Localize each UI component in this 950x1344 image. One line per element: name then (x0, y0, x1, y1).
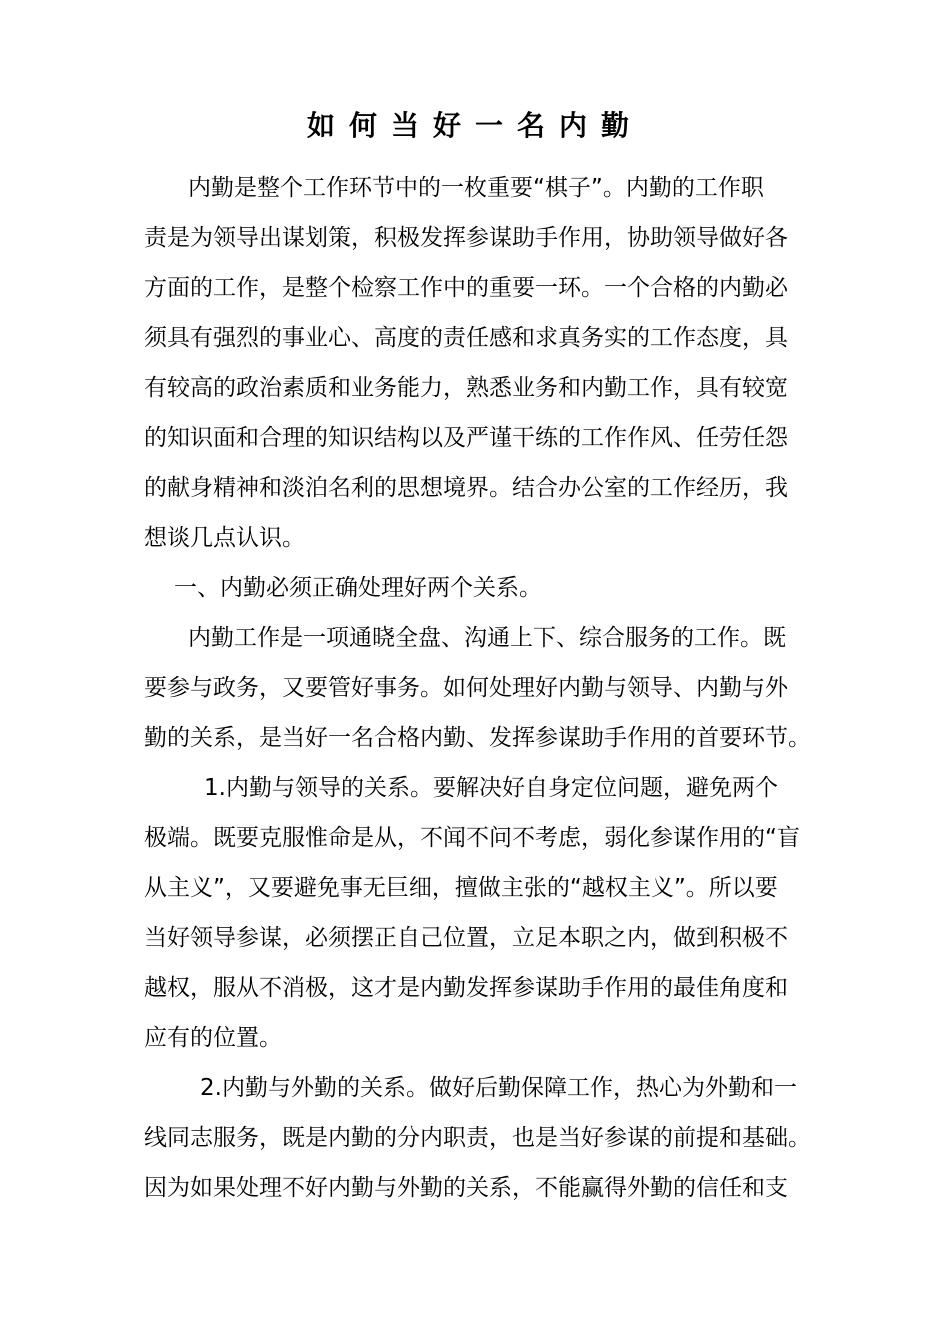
paragraph-line: 责是为领导出谋划策，积极发挥参谋助手作用，协助领导做好各 (144, 225, 788, 251)
paragraph-line: 的知识面和合理的知识结构以及严谨干练的工作作风、任劳任怨 (144, 425, 788, 451)
paragraph-line: 越权，服从不消极，这才是内勤发挥参谋助手作用的最佳角度和 (144, 975, 788, 1001)
paragraph-line: 因为如果处理不好内勤与外勤的关系，不能赢得外勤的信任和支 (144, 1175, 788, 1201)
paragraph-line: 须具有强烈的事业心、高度的责任感和求真务实的工作态度，具 (144, 325, 788, 351)
paragraph-line: 从主义”，又要避免事无巨细，擅做主张的“越权主义”。所以要 (144, 875, 778, 901)
paragraph-line: 内勤是整个工作环节中的一枚重要“棋子”。内勤的工作职 (188, 175, 764, 201)
paragraph-line: 当好领导参谋，必须摆正自己位置，立足本职之内，做到积极不 (144, 925, 788, 951)
paragraph-line: 想谈几点认识。 (144, 525, 305, 551)
paragraph-line: 要参与政务，又要管好事务。如何处理好内勤与领导、内勤与外 (144, 675, 788, 701)
paragraph-line: 极端。既要克服惟命是从，不闻不问不考虑，弱化参谋作用的“盲 (144, 825, 800, 851)
section-heading: 一、内勤必须正确处理好两个关系。 (174, 575, 542, 601)
paragraph-line: 的献身精神和淡泊名利的思想境界。结合办公室的工作经历，我 (144, 475, 788, 501)
document-title: 如何当好一名内勤 (306, 109, 643, 142)
paragraph-line: 2.内勤与外勤的关系。做好后勤保障工作，热心为外勤和一 (200, 1075, 797, 1101)
paragraph-line: 有较高的政治素质和业务能力，熟悉业务和内勤工作，具有较宽 (144, 375, 788, 401)
paragraph-line: 1.内勤与领导的关系。要解决好自身定位问题，避免两个 (204, 775, 778, 801)
paragraph-line: 线同志服务，既是内勤的分内职责，也是当好参谋的前提和基础。 (144, 1125, 811, 1151)
paragraph-line: 应有的位置。 (144, 1025, 282, 1051)
paragraph-line: 勤的关系，是当好一名合格内勤、发挥参谋助手作用的首要环节。 (144, 725, 811, 751)
paragraph-line: 方面的工作，是整个检察工作中的重要一环。一个合格的内勤必 (144, 275, 788, 301)
paragraph-line: 内勤工作是一项通晓全盘、沟通上下、综合服务的工作。既 (188, 625, 786, 651)
